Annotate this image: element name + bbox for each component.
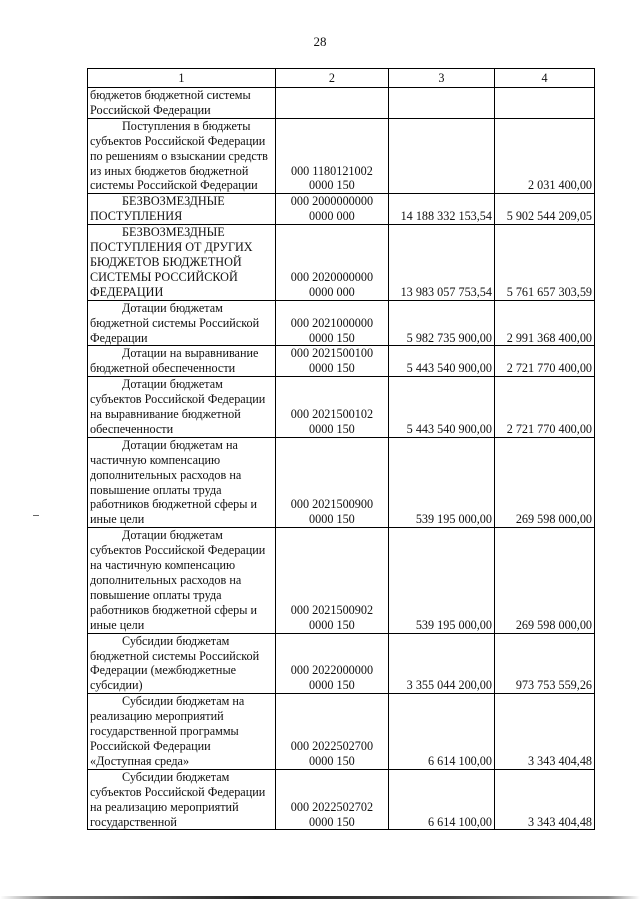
row-name: Субсидии бюджетам субъектов Российской Федерации на реализацию мероприятий государственной bbox=[88, 769, 276, 830]
row-value-col4: 2 721 770 400,00 bbox=[494, 377, 594, 438]
row-value-col4: 3 343 404,48 bbox=[494, 694, 594, 770]
row-value-col3: 13 983 057 753,54 bbox=[388, 225, 494, 301]
row-name: Поступления в бюджеты субъектов Российской Федерации по решениям о взыскании средств из иных бюджетов бюджетной системы Российской Федерации bbox=[88, 118, 276, 194]
scan-bottom-edge bbox=[0, 896, 640, 899]
table-row bbox=[88, 346, 595, 377]
row-value-col3: 14 188 332 153,54 bbox=[388, 194, 494, 225]
row-name: Дотации бюджетам бюджетной системы Российской Федерации bbox=[88, 300, 276, 346]
row-value-col4: 2 721 770 400,00 bbox=[494, 346, 594, 377]
row-name: БЕЗВОЗМЕЗДНЫЕ ПОСТУПЛЕНИЯ bbox=[88, 194, 276, 225]
header-col-1: 1 bbox=[88, 69, 276, 88]
row-value-col3 bbox=[388, 118, 494, 194]
table-row bbox=[88, 118, 595, 194]
row-value-col4 bbox=[494, 88, 594, 119]
table-row bbox=[88, 694, 595, 770]
row-name: Дотации бюджетам субъектов Российской Федерации на частичную компенсацию дополнительных расходов на повышение оплаты труда работников бюджетной сферы и иные цели bbox=[88, 528, 276, 633]
row-code: 000 1180121002 0000 150 bbox=[275, 118, 388, 194]
table-row bbox=[88, 225, 595, 301]
row-value-col3: 5 443 540 900,00 bbox=[388, 377, 494, 438]
row-code: 000 2020000000 0000 000 bbox=[275, 225, 388, 301]
row-name: Субсидии бюджетам на реализацию мероприятий государственной программы Российской Федерации «Доступная среда» bbox=[88, 694, 276, 770]
row-value-col4: 269 598 000,00 bbox=[494, 437, 594, 527]
page-number: 28 bbox=[313, 34, 327, 49]
scan-mark bbox=[33, 515, 39, 516]
table-row bbox=[88, 377, 595, 438]
row-value-col3: 5 982 735 900,00 bbox=[388, 300, 494, 346]
row-code bbox=[275, 88, 388, 119]
row-value-col4: 269 598 000,00 bbox=[494, 528, 594, 633]
row-code: 000 2021000000 0000 150 bbox=[275, 300, 388, 346]
budget-revenue-table bbox=[87, 68, 595, 830]
row-code: 000 2022502700 0000 150 bbox=[275, 694, 388, 770]
row-value-col3: 5 443 540 900,00 bbox=[388, 346, 494, 377]
row-code: 000 2021500902 0000 150 bbox=[275, 528, 388, 633]
row-value-col4: 5 902 544 209,05 bbox=[494, 194, 594, 225]
row-code: 000 2021500102 0000 150 bbox=[275, 377, 388, 438]
row-name: Субсидии бюджетам бюджетной системы Российской Федерации (межбюджетные субсидии) bbox=[88, 633, 276, 694]
row-value-col4: 973 753 559,26 bbox=[494, 633, 594, 694]
row-code: 000 2000000000 0000 000 bbox=[275, 194, 388, 225]
table-row bbox=[88, 437, 595, 527]
row-value-col4: 3 343 404,48 bbox=[494, 769, 594, 830]
table-row bbox=[88, 300, 595, 346]
header-col-4: 4 bbox=[494, 69, 594, 88]
row-code: 000 2021500900 0000 150 bbox=[275, 437, 388, 527]
header-col-2: 2 bbox=[275, 69, 388, 88]
row-value-col3: 3 355 044 200,00 bbox=[388, 633, 494, 694]
header-col-3: 3 bbox=[388, 69, 494, 88]
row-name: Дотации бюджетам субъектов Российской Федерации на выравнивание бюджетной обеспеченности bbox=[88, 377, 276, 438]
table-row bbox=[88, 528, 595, 633]
row-value-col3 bbox=[388, 88, 494, 119]
row-value-col3: 6 614 100,00 bbox=[388, 769, 494, 830]
table-row bbox=[88, 769, 595, 830]
row-value-col3: 6 614 100,00 bbox=[388, 694, 494, 770]
row-name: Дотации бюджетам на частичную компенсацию дополнительных расходов на повышение оплаты труда работников бюджетной сферы и иные цели bbox=[88, 437, 276, 527]
row-value-col3: 539 195 000,00 bbox=[388, 437, 494, 527]
row-value-col4: 2 031 400,00 bbox=[494, 118, 594, 194]
table-header-row bbox=[88, 69, 595, 88]
row-value-col3: 539 195 000,00 bbox=[388, 528, 494, 633]
row-value-col4: 5 761 657 303,59 bbox=[494, 225, 594, 301]
row-name: Дотации на выравнивание бюджетной обеспеченности bbox=[88, 346, 276, 377]
row-name: бюджетов бюджетной системы Российской Федерации bbox=[88, 88, 276, 119]
row-value-col4: 2 991 368 400,00 bbox=[494, 300, 594, 346]
row-code: 000 2021500100 0000 150 bbox=[275, 346, 388, 377]
row-code: 000 2022000000 0000 150 bbox=[275, 633, 388, 694]
table-row bbox=[88, 633, 595, 694]
row-name: БЕЗВОЗМЕЗДНЫЕ ПОСТУПЛЕНИЯ ОТ ДРУГИХ БЮДЖЕТОВ БЮДЖЕТНОЙ СИСТЕМЫ РОССИЙСКОЙ ФЕДЕРАЦИИ bbox=[88, 225, 276, 301]
table-row bbox=[88, 194, 595, 225]
table-row bbox=[88, 88, 595, 119]
row-code: 000 2022502702 0000 150 bbox=[275, 769, 388, 830]
